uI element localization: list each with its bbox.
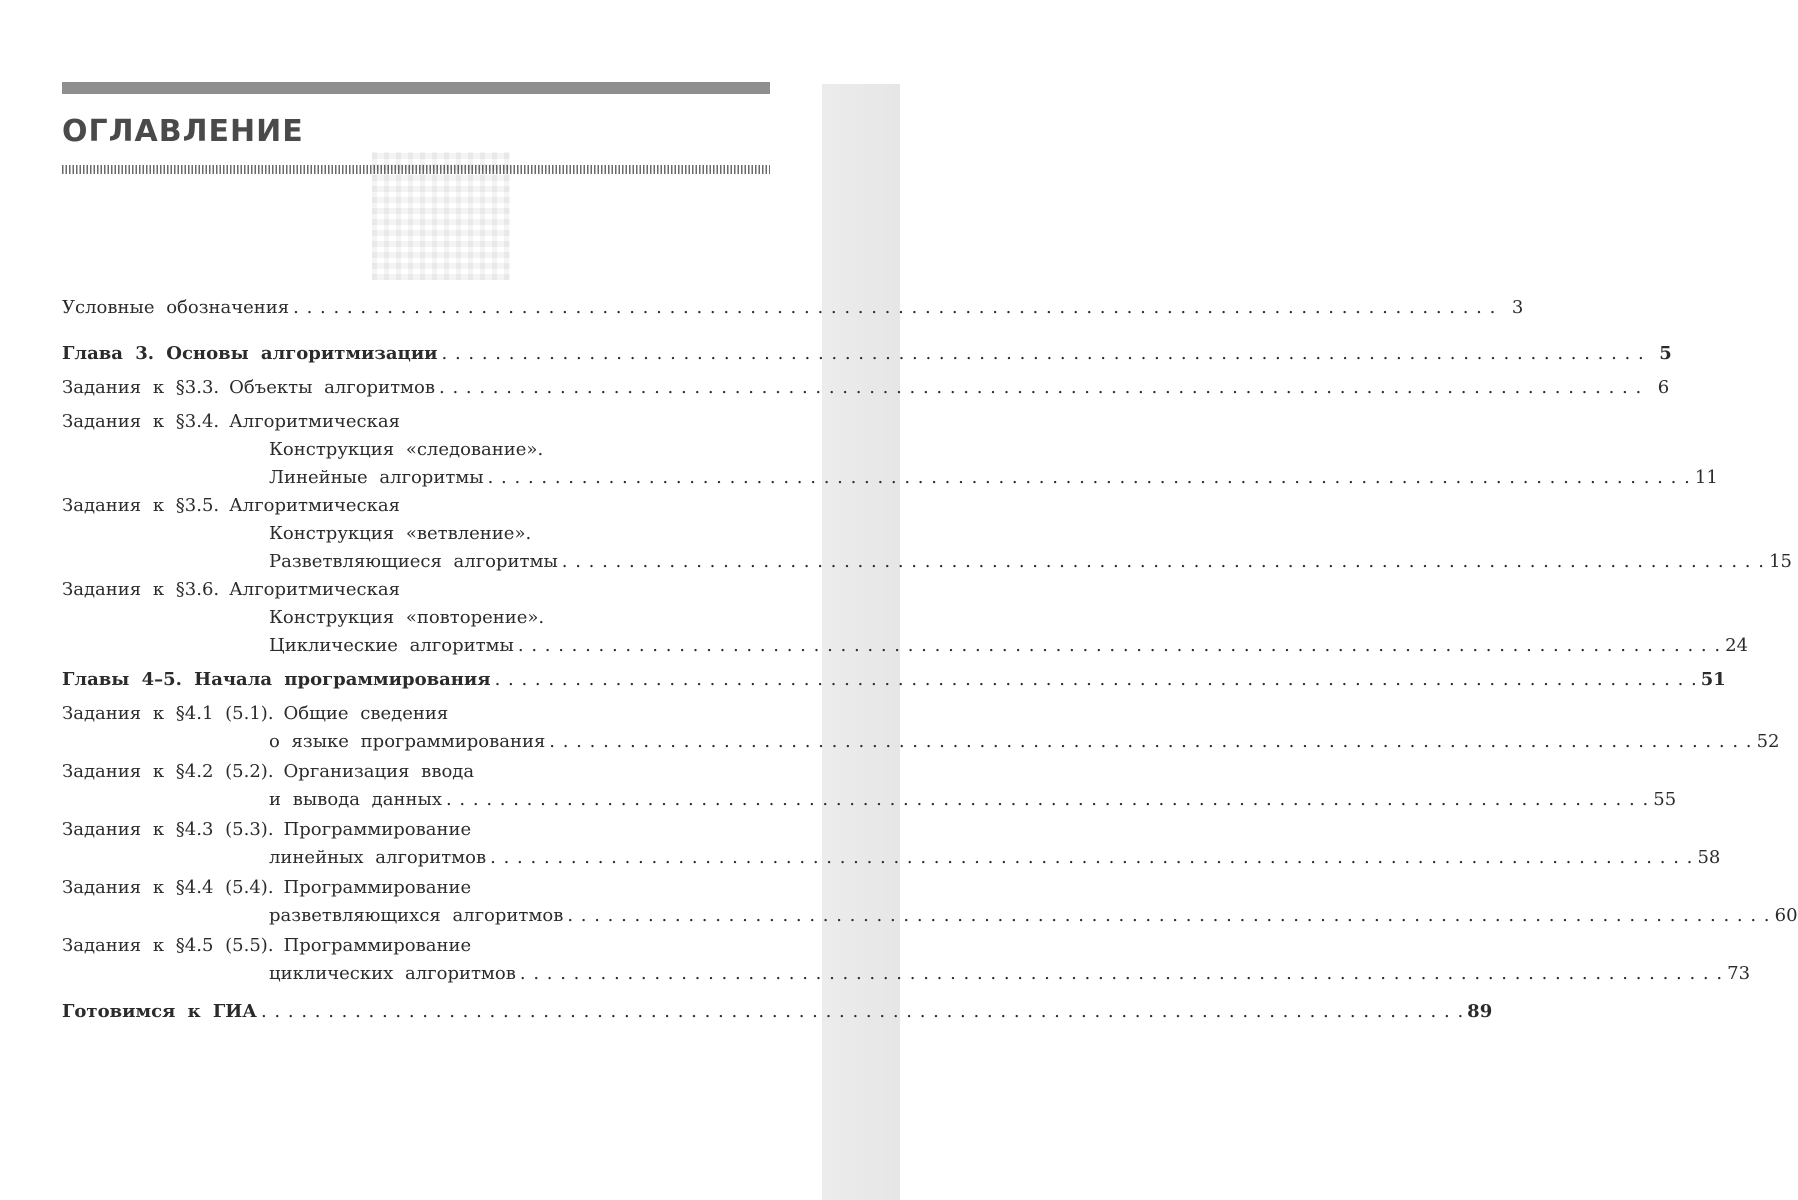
toc-entry-lead: Задания к §4.2 (5.2). [62,761,274,782]
toc-entry-gia[interactable] [62,998,1493,1026]
dot-leader [495,666,1697,694]
toc-page-number: 89 [1467,1001,1493,1022]
toc-entry-title-line: Конструкция «повторение». [269,607,545,628]
toc-entry-title-line: Линейные алгоритмы [269,467,484,488]
toc-entry-title-line: и вывода данных [269,789,442,810]
toc-page-number: 73 [1727,963,1751,984]
toc-entry-title-line: разветвляющихся алгоритмов [269,905,564,926]
dot-leader [562,548,1764,576]
toc-page-number: 55 [1653,789,1677,810]
toc-entry-title-line: Алгоритмическая [229,579,400,600]
toc-entry-lead: Задания к §4.1 (5.1). [62,703,274,724]
toc-entry-title: Главы 4–5. Начала программирования [62,669,491,690]
toc-entry-title-line: линейных алгоритмов [269,847,487,868]
dot-leader [261,998,1463,1026]
toc-entry-3-4[interactable] [62,408,1718,492]
toc-page-number: 3 [1511,297,1524,318]
toc-entry-title-line: Программирование [283,819,472,840]
toc-entry-chapters-4-5[interactable] [62,666,1726,694]
toc-page-number: 60 [1774,905,1798,926]
toc-page-number: 24 [1725,635,1749,656]
toc-entry-lead: Задания к §4.4 (5.4). [62,877,274,898]
top-rule [62,82,770,94]
toc-entry-title-line: Программирование [283,935,472,956]
toc-page-number: 52 [1756,731,1780,752]
toc-page-number: 6 [1657,377,1670,398]
toc-page-number: 5 [1659,343,1672,364]
toc-entry-title-line: Циклические алгоритмы [269,635,514,656]
toc-entry-4-1[interactable] [62,700,1780,756]
toc-page-number: 15 [1769,551,1792,572]
toc-entry-lead: Задания к §3.5. [62,495,220,516]
toc-entry-title-line: Алгоритмическая [229,495,400,516]
toc-entry-lead: Задания к §3.4. [62,411,220,432]
toc-entry-title-line: Общие сведения [283,703,449,724]
dot-leader [549,728,1751,756]
toc-entry-title-line: Программирование [283,877,472,898]
toc-entry-lead: Задания к §3.3. [62,377,220,398]
dot-leader [293,294,1495,322]
dot-leader [446,786,1648,814]
toc-entry-title-line: Организация ввода [283,761,475,782]
toc-entry-3-3[interactable] [62,374,1670,402]
toc-page-number: 58 [1697,847,1721,868]
toc-entry-4-2[interactable] [62,758,1677,814]
dot-leader [490,844,1692,872]
toc-entry-title-line: Конструкция «ветвление». [269,523,532,544]
toc-entry-4-5[interactable] [62,932,1751,988]
page-title: ОГЛАВЛЕНИЕ [62,114,304,149]
dot-leader [518,632,1720,660]
toc-entry-lead: Задания к §4.3 (5.3). [62,819,274,840]
toc-entry-title: Готовимся к ГИА [62,1001,257,1022]
toc-entry-lead: Задания к §4.5 (5.5). [62,935,274,956]
toc-entry-title-line: циклических алгоритмов [269,963,516,984]
qr-code-show-through [372,152,510,280]
toc-entry-title-line: Алгоритмическая [229,411,400,432]
toc-entry-3-6[interactable] [62,576,1749,660]
toc-entry-title: Условные обозначения [62,297,290,318]
dot-leader [439,374,1641,402]
toc-entry-title-line: Разветвляющиеся алгоритмы [269,551,558,572]
toc-entry-title: Объекты алгоритмов [229,377,435,398]
dot-leader [520,960,1722,988]
dot-leader [567,902,1769,930]
toc-entry-4-4[interactable] [62,874,1798,930]
toc-entry-title: Глава 3. Основы алгоритмизации [62,343,438,364]
toc-entry-chapter-3[interactable] [62,340,1672,368]
toc-entry-title-line: о языке программирования [269,731,546,752]
dot-leader [442,340,1644,368]
toc-entry-conventions[interactable] [62,294,1524,322]
toc-entry-3-5[interactable] [62,492,1792,576]
toc-page-number: 11 [1694,467,1718,488]
toc-entry-title-line: Конструкция «следование». [269,439,544,460]
toc-entry-lead: Задания к §3.6. [62,579,220,600]
dot-leader [488,464,1690,492]
toc-entry-4-3[interactable] [62,816,1721,872]
toc-page-number: 51 [1700,669,1726,690]
